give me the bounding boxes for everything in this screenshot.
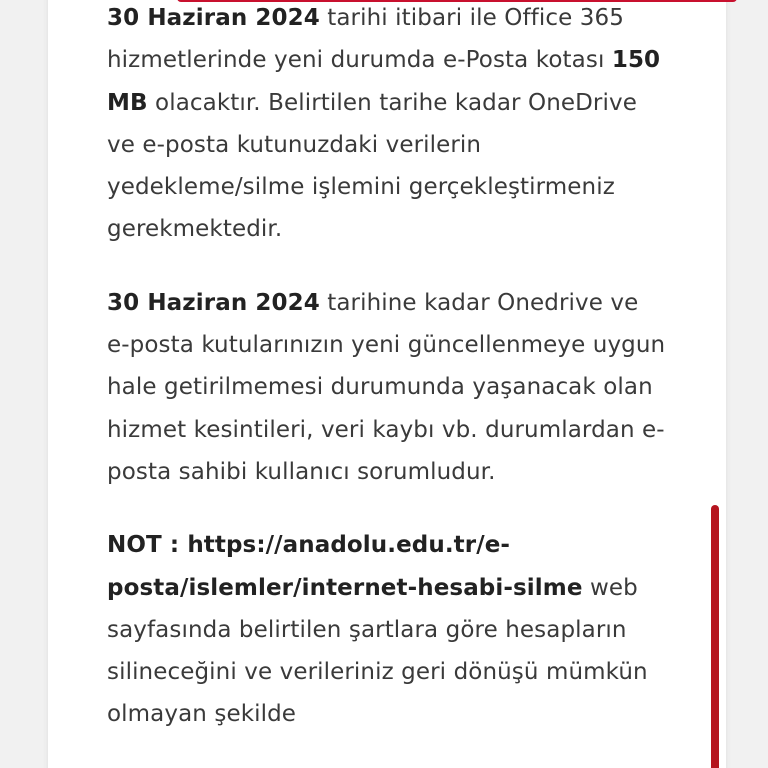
paragraph-responsibility (107, 282, 667, 493)
paragraph-note (107, 524, 667, 735)
paragraph-text: tarihi itibari ile Office 365 hizmetlerinde yeni durumda e-Posta kotası (107, 5, 624, 74)
note-label: NOT : (107, 532, 188, 559)
scrollbar-thumb[interactable] (711, 505, 719, 768)
paragraph-text: olacaktır. Belirtilen tarihe kadar OneDrive ve e-posta kutunuzdaki verilerin yedekleme/silme işlemini gerçekleştirmeniz gerekmektedir. (107, 89, 637, 243)
date-highlight: 30 Haziran 2024 (107, 5, 320, 31)
date-highlight: 30 Haziran 2024 (107, 289, 320, 316)
account-deletion-link[interactable]: https://anadolu.edu.tr/e-posta/islemler/internet-hesabi-silme (107, 532, 583, 601)
paragraph-text: tarihine kadar Onedrive ve e-posta kutularınızın yeni güncellenmeye uygun hale getirilmemesi durumunda yaşanacak olan hizmet kesintileri, veri kaybı vb. durumlardan e-posta sahibi kullanıcı sorumludur. (107, 289, 666, 485)
article-body (107, 0, 667, 767)
quota-highlight: 150 MB (107, 47, 661, 116)
paragraph-quota (107, 0, 667, 251)
paragraph-text: web sayfasında belirtilen şartlara göre hesapların silineceğini ve verileriniz geri dönüşü mümkün olmayan şekilde (107, 574, 648, 728)
